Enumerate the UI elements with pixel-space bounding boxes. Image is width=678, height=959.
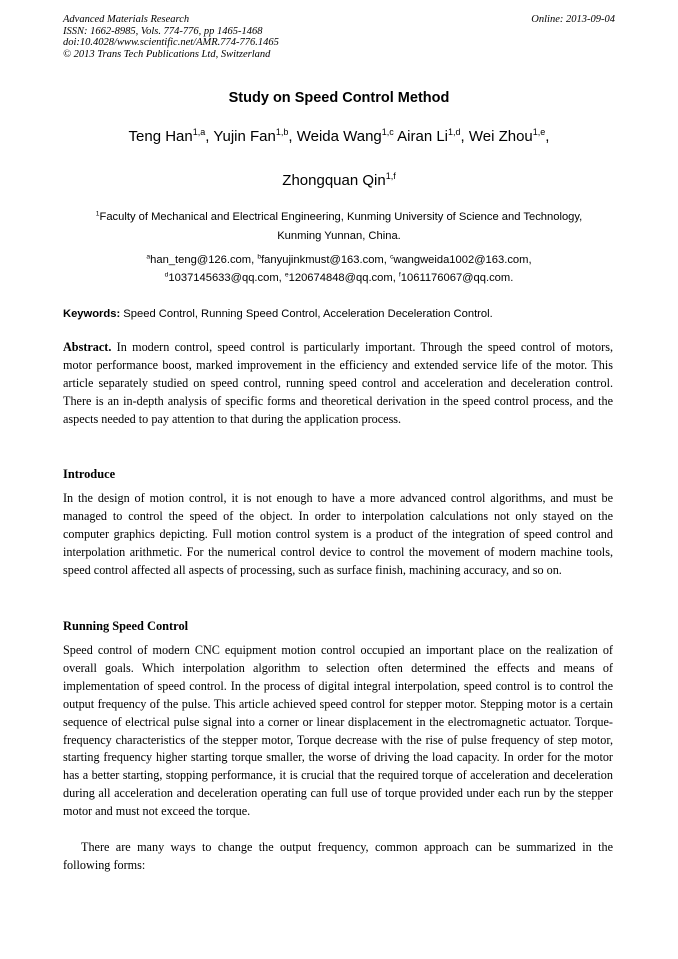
affiliation-line-2: Kunming Yunnan, China. xyxy=(277,230,401,242)
section-heading-introduce: Introduce xyxy=(63,467,116,481)
affiliation xyxy=(63,208,615,246)
email-address: 120674848@qq.com xyxy=(288,272,393,284)
email-separator: , xyxy=(383,254,390,266)
email-separator: , xyxy=(251,254,258,266)
affiliation-mark: 1 xyxy=(95,210,100,218)
issn-line: ISSN: 1662-8985, Vols. 774-776, pp 1465-1468 xyxy=(63,25,263,37)
email-separator: , xyxy=(278,272,285,284)
running-speed-paragraph-2: There are many ways to change the output frequency, common approach can be summarized in the following forms: xyxy=(63,840,613,872)
journal-header xyxy=(63,14,615,60)
email-mark: d xyxy=(164,271,169,279)
doi-line: doi:10.4028/www.scientific.net/AMR.774-776.1465 xyxy=(63,37,279,48)
email-mark: e xyxy=(284,271,289,279)
abstract-label: Abstract. xyxy=(63,340,112,354)
email-address: wangweida1002@163.com xyxy=(393,254,529,266)
introduce-paragraph: In the design of motion control, it is not enough to have a more advanced control algorithms, and must be managed to control the speed of the object. In order to interpolation calculations not only stayed on the computer graphics depicting. Full motion control system is a product of the integration of speed control and interpolation arithmetic. For the numerical control device to control the movement of modern machine tools, speed control affected all aspects of processing, such as surface finish, machining accuracy, and so on. xyxy=(63,491,613,577)
email-address: han_teng@126.com xyxy=(150,254,252,266)
section-heading-running-speed-control: Running Speed Control xyxy=(63,619,189,633)
online-date: Online: 2013-09-04 xyxy=(531,14,615,25)
abstract xyxy=(63,339,613,429)
email-address: fanyujinkmust@163.com xyxy=(261,254,384,266)
author-affiliation-mark: 1,e xyxy=(532,127,546,137)
paper-title: Study on Speed Control Method xyxy=(228,90,450,106)
affiliation-line-1: Faculty of Mechanical and Electrical Engineering, Kunming University of Science and Technology, xyxy=(99,211,583,223)
author-line-2 xyxy=(0,172,678,189)
keywords-text: Speed Control, Running Speed Control, Acceleration Deceleration Control. xyxy=(120,308,493,320)
author-affiliation-mark: 1,f xyxy=(385,171,396,181)
author-separator: , xyxy=(545,128,550,145)
email-mark: f xyxy=(398,271,401,279)
email-mark: c xyxy=(389,253,394,261)
email-address: 1037145633@qq.com xyxy=(168,272,279,284)
email-separator: , xyxy=(392,272,399,284)
author-name: Airan Li xyxy=(397,128,448,145)
email-separator: , xyxy=(528,254,532,266)
author-name: Yujin Fan xyxy=(213,128,276,145)
author-affiliation-mark: 1,b xyxy=(275,127,289,137)
author-name: Zhongquan Qin xyxy=(282,172,386,189)
email-separator: . xyxy=(510,272,514,284)
email-address: 1061176067@qq.com xyxy=(400,272,511,284)
keywords-label: Keywords: xyxy=(63,308,121,320)
author-name: Wei Zhou xyxy=(468,128,533,145)
author-separator: , xyxy=(460,128,469,145)
abstract-text: In modern control, speed control is particularly important. Through the speed control of motors, motor performance boost, marked improvement in the efficiency and extended service life of the motor. This article separately studied on speed control, running speed control and acceleration and deceleration control. There is an in-depth analysis of specific forms and theoretical derivation in the speed control process, and the aspects needed to pay attention to that during the application process. xyxy=(63,340,613,426)
email-mark: b xyxy=(257,253,262,261)
author-separator: , xyxy=(288,128,297,145)
email-mark: a xyxy=(146,253,151,261)
author-name: Teng Han xyxy=(128,128,193,145)
keywords xyxy=(63,308,623,320)
author-emails xyxy=(63,251,615,287)
author-name: Weida Wang xyxy=(296,128,382,145)
author-separator: , xyxy=(205,128,214,145)
author-line-1 xyxy=(0,128,678,145)
running-speed-paragraph-1: Speed control of modern CNC equipment motion control occupied an important place on the realization of overall goals. Which interpolation algorithm to selection often determined the effects and means of implementation of speed control. In the process of digital integral interpolation, speed control is to control the output frequency of the pulse. This article achieved speed control for stepper motor. Stepping motor is a certain sequence of electrical pulse signal into a corner or linear displacement in the electromagnetic actuator. Torque-frequency characteristics of the stepper motor, Torque decrease with the rise of pulse frequency of step motor, starting frequency higher starting torque smaller, the worse of driving the load capacity. In order for the motor has a better starting, stopping performance, it is crucial that the required torque of acceleration and deceleration during all acceleration and deceleration operating can full use of torque provided under each run by the stepper motor and must not exceed the torque. xyxy=(63,643,613,819)
copyright-line: © 2013 Trans Tech Publications Ltd, Switzerland xyxy=(63,48,271,60)
author-affiliation-mark: 1,d xyxy=(448,127,461,137)
author-affiliation-mark: 1,c xyxy=(381,127,394,137)
author-affiliation-mark: 1,a xyxy=(192,127,206,137)
journal-name: Advanced Materials Research xyxy=(63,14,190,25)
